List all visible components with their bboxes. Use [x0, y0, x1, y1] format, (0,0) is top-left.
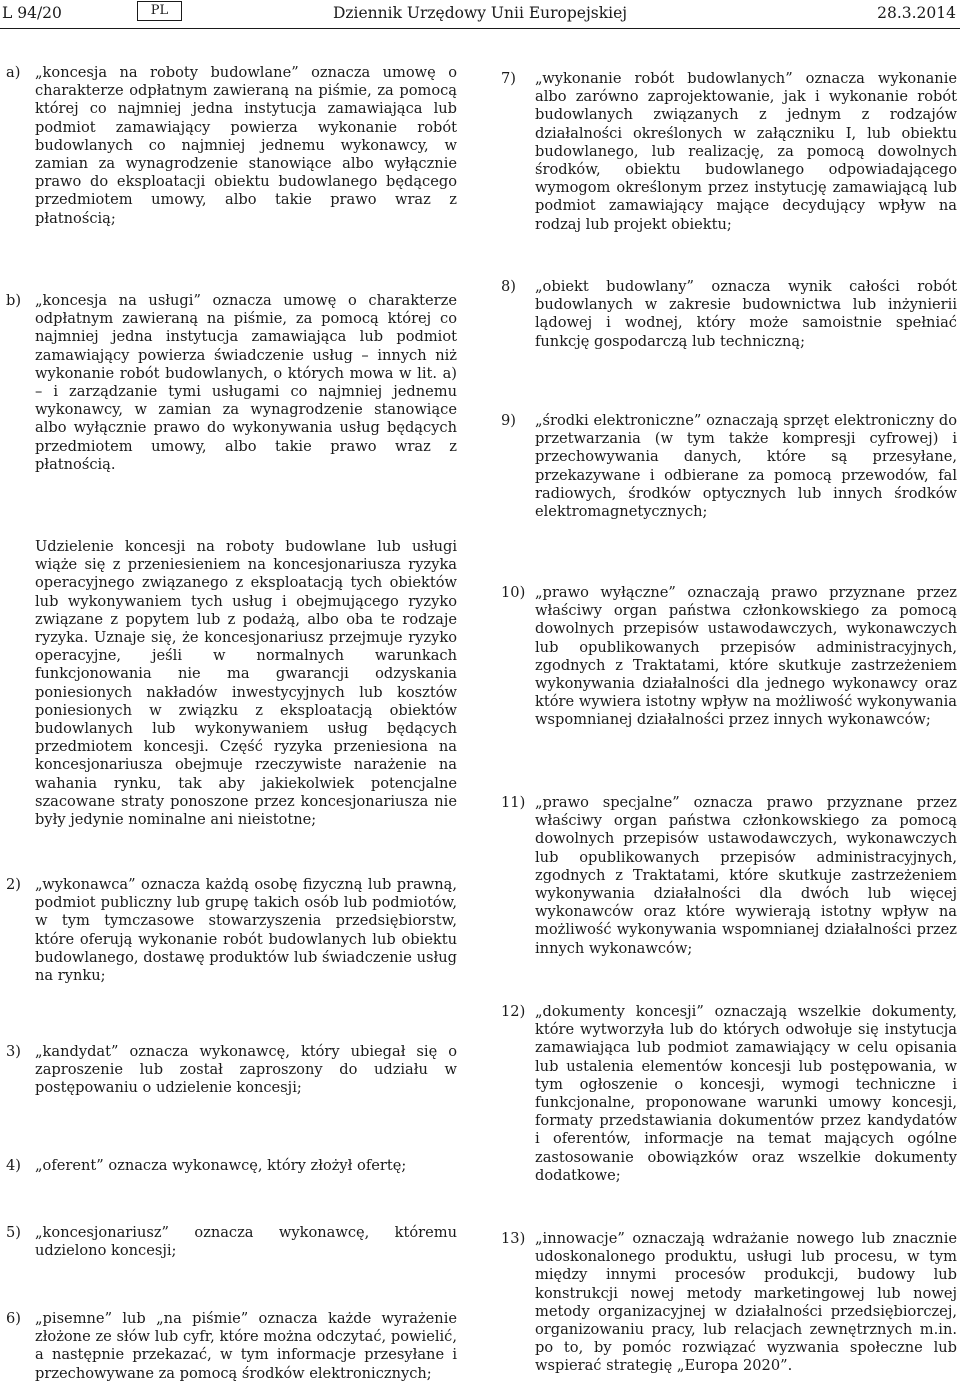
- paragraph-text: Udzielenie koncesji na roboty budowlane lub usługi wiąże się z przeniesieniem na koncesjonariusza ryzyka operacyjnego związanego z eksploatacją tych obiektów lub wykonywaniem tych usług i obejmującego ryzyko związane z popytem lub z podażą, albo oba te rodzaje ryzyka. Uznaje się, że koncesjonariusz przejmuje ryzyko operacyjne, jeśli w normalnych warunkach funkcjonowania nie ma gwarancji odzyskania poniesionych nakładów inwestycyjnych lub kosztów poniesionych w związku z eksploatacją obiektów budowlanych lub wykonywaniem usług będących przedmiotem koncesji. Część ryzyka przeniesiona na koncesjonariusza obejmuje rzeczywiste narażenie na wahania rynku, tak aby jakiekolwiek potencjalne szacowane straty ponoszone przez koncesjonariusza nie były jedynie nominalne ani nieistotne;: [35, 538, 457, 829]
- definition-item-b: [6, 292, 457, 474]
- item-text: „wykonanie robót budowlanych” oznacza wykonanie albo zarówno zaprojektowanie, jak i wykonanie robót budowlanych związanych z jednym z rodzajów działalności określonych w załączniku I, lub obiektu budowlanego, lub realizację, za pomocą dowolnych środków, obiektu budowlanego odpowiadającego wymogom określonym przez instytucję zamawiającą lub podmiot zamawiający mające decydujący wpływ na rodzaj lub projekt obiektu;: [535, 70, 957, 233]
- item-text: „środki elektroniczne” oznaczają sprzęt elektroniczny do przetwarzania (w tym także kompresji cyfrowej) i przechowywania danych, które są przesyłane, przekazywane i odbierane za pomocą przewodów, fal radiowych, środków optycznych lub innych środków elektromagnetycznych;: [535, 412, 957, 521]
- item-text: „koncesja na usługi” oznacza umowę o charakterze odpłatnym zawieraną na piśmie, za pomocą której co najmniej jedna instytucja zamawiająca lub podmiot zamawiający powierza świadczenie usług – innych niż wykonanie robót budowlanych, o których mowa w lit. a) – i zarządzanie tymi usługami co najmniej jednemu wykonawcy, w zamian za wynagrodzenie stanowiące albo wyłącznie prawo do wykonywania usług będących przedmiotem umowy, albo takie prawo wraz z płatnością.: [35, 292, 457, 473]
- definition-item-5: [6, 1224, 457, 1260]
- publication-date: 28.3.2014: [877, 4, 956, 22]
- definition-item-13: [501, 1230, 957, 1376]
- item-number: 13): [501, 1230, 526, 1247]
- definition-item-11: [501, 794, 957, 958]
- item-number: 6): [6, 1310, 21, 1327]
- definition-item-12: [501, 1003, 957, 1185]
- definition-item-a: [6, 64, 457, 228]
- item-number: 10): [501, 584, 526, 601]
- item-text: „wykonawca” oznacza każdą osobę fizyczną lub prawną, podmiot publiczny lub grupę takich osób lub podmiotów, w tym tymczasowe stowarzyszenia przedsiębiorstw, które oferują wykonanie robót budowlanych lub obiektu budowlanego, dostawę produktów lub świadczenie usług na rynku;: [35, 876, 457, 985]
- definition-item-3: [6, 1043, 457, 1098]
- item-number: 11): [501, 794, 526, 811]
- item-text: „pisemne” lub „na piśmie” oznacza każde wyrażenie złożone ze słów lub cyfr, które można odczytać, powielić, a następnie przekazać, w tym informacje przesyłane i przechowywane za pomocą środków elektronicznych;: [35, 1310, 457, 1382]
- definition-item-4: [6, 1157, 457, 1175]
- definition-item-2: [6, 876, 457, 985]
- definition-item-8: [501, 278, 957, 351]
- definition-item-9: [501, 412, 957, 521]
- definition-item-6: [6, 1310, 457, 1383]
- item-number: 7): [501, 70, 516, 87]
- item-text: „innowacje” oznaczają wdrażanie nowego lub znacznie udoskonalonego produktu, usługi lub procesu, w tym między innymi procesów produkcji, budowy lub konstrukcji nowej metody marketingowej lub nowej metody organizacyjnej w działalności przedsiębiorczej, organizowaniu pracy, lub relacjach zewnętrznych m.in. po to, by pomóc rozwiązać wyzwania społeczne lub wspierać strategię „Europa 2020”.: [535, 1230, 957, 1375]
- item-number: 4): [6, 1157, 21, 1174]
- item-text: „prawo specjalne” oznacza prawo przyznane przez właściwy organ państwa członkowskiego za pomocą dowolnych przepisów ustawodawczych, wykonawczych lub opublikowanych przepisów administracyjnych, zgodnych z Traktatami, które skutkuje zastrzeżeniem wykonywania działalności dla dwóch lub więcej wykonawców oraz które wywierają istotny wpływ na możliwość wykonywania wspomnianej działalności przez innych wykonawców;: [535, 794, 957, 957]
- item-number: 5): [6, 1224, 21, 1241]
- item-text: „prawo wyłączne” oznaczają prawo przyznane przez właściwy organ państwa członkowskiego za pomocą dowolnych przepisów ustawodawczych, wykonawczych lub opublikowanych przepisów administracyjnych, zgodnych z Traktatami, które skutkuje zastrzeżeniem wykonywania działalności dla jednego wykonawcy oraz które wywiera istotny wpływ na możliwość wykonywania wspomnianej działalności przez innych wykonawców;: [535, 584, 957, 729]
- page-reference: L 94/20: [2, 4, 62, 22]
- item-text: „koncesja na roboty budowlane” oznacza umowę o charakterze odpłatnym zawieraną na piśmie, za pomocą której co najmniej jedna instytucja zamawiająca lub podmiot zamawiający powierza wykonanie robót budowlanych co najmniej jednemu wykonawcy, w zamian za wynagrodzenie stanowiące albo wyłącznie prawo do eksploatacji obiektu budowlanego będącego przedmiotem umowy, albo takie prawo wraz z płatnością;: [35, 64, 457, 227]
- language-badge: PL: [137, 1, 182, 21]
- definition-item-7: [501, 70, 957, 234]
- item-text: „kandydat” oznacza wykonawcę, który ubiegał się o zaproszenie lub został zaproszony do udziału w postępowaniu o udzielenie koncesji;: [35, 1043, 457, 1097]
- item-number: 3): [6, 1043, 21, 1060]
- page-header: [0, 0, 960, 30]
- item-number: 12): [501, 1003, 526, 1020]
- item-text: „dokumenty koncesji” oznaczają wszelkie dokumenty, które wytworzyła lub do których odwołuje się instytucja zamawiająca lub podmiot zamawiający w celu opisania lub ustalenia elementów koncesji lub postępowania, w tym ogłoszenie o koncesji, wymogi techniczne i funkcjonalne, proponowane warunki umowy koncesji, formaty przedstawiania dokumentów przez kandydatów i oferentów, informacje na temat mających ogólne zastosowanie obowiązków oraz wszelkie dokumenty dodatkowe;: [535, 1003, 957, 1184]
- item-text: „obiekt budowlany” oznacza wynik całości robót budowlanych w zakresie budownictwa lub inżynierii lądowej i wodnej, który może samoistnie spełniać funkcję gospodarczą lub techniczną;: [535, 278, 957, 350]
- item-number: b): [6, 292, 22, 309]
- header-rule: [0, 28, 960, 29]
- item-number: 9): [501, 412, 516, 429]
- item-text: „oferent” oznacza wykonawcę, który złożył ofertę;: [35, 1157, 407, 1174]
- paragraph-operational-risk: [6, 538, 457, 829]
- item-number: 8): [501, 278, 516, 295]
- journal-title: Dziennik Urzędowy Unii Europejskiej: [332, 4, 628, 22]
- item-number: a): [6, 64, 21, 81]
- item-number: 2): [6, 876, 21, 893]
- item-text: „koncesjonariusz” oznacza wykonawcę, któremu udzielono koncesji;: [35, 1224, 457, 1260]
- definition-item-10: [501, 584, 957, 730]
